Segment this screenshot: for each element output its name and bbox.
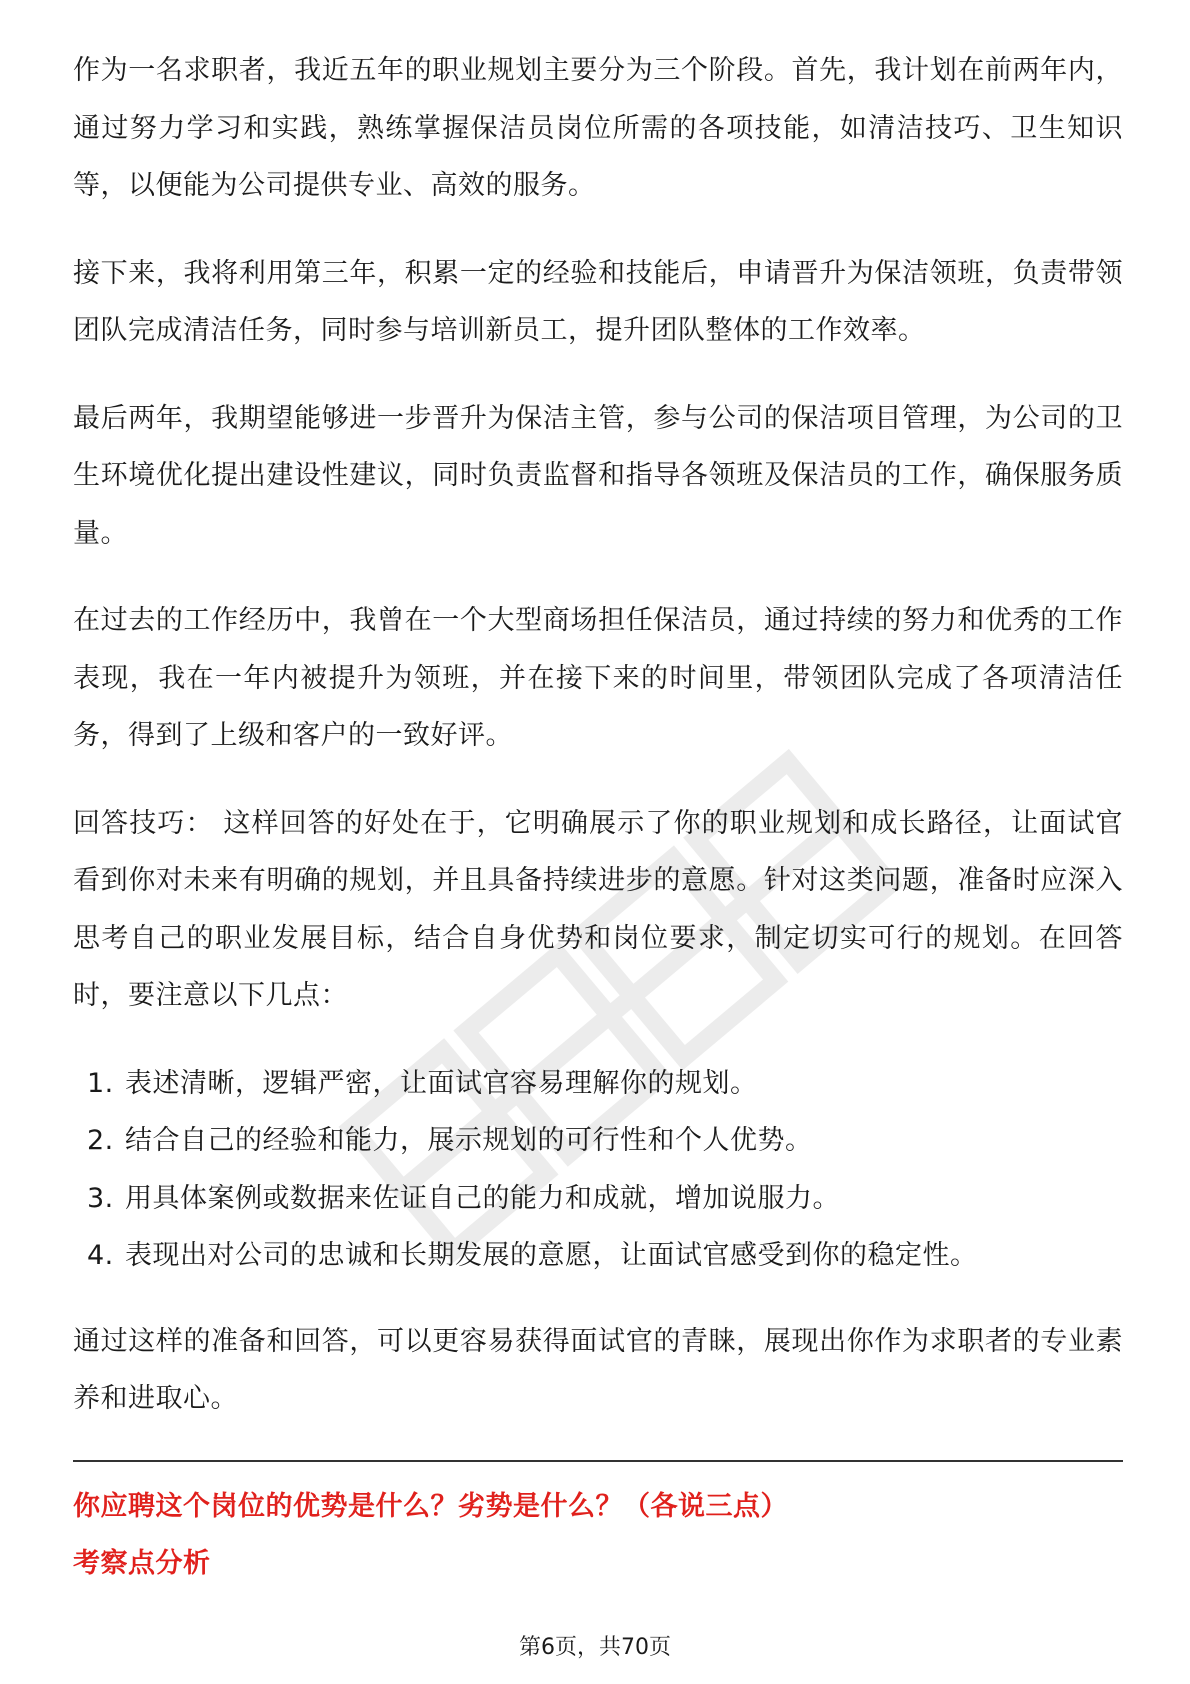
paragraph-stage-three: 最后两年，我期望能够进一步晋升为保洁主管，参与公司的保洁项目管理，为公司的卫生环境优化提出建设性建议，同时负责监督和指导各领班及保洁员的工作，确保服务质量。 [73, 402, 1123, 549]
analysis-heading: 考察点分析 [73, 1548, 211, 1579]
tips-list [73, 1055, 1123, 1285]
paragraph-stage-two: 接下来，我将利用第三年，积累一定的经验和技能后，申请晋升为保洁领班，负责带领团队完成清洁任务，同时参与培训新员工，提升团队整体的工作效率。 [73, 257, 1123, 346]
list-number: 4. [87, 1240, 114, 1271]
next-question-heading: 你应聘这个岗位的优势是什么？劣势是什么？（各说三点） [73, 1490, 788, 1522]
section-divider [73, 1460, 1123, 1462]
list-number: 1. [87, 1067, 114, 1099]
list-text: 表现出对公司的忠诚和长期发展的意愿，让面试官感受到你的稳定性。 [125, 1240, 978, 1271]
list-item [73, 1170, 1123, 1228]
paragraph-closing: 通过这样的准备和回答，可以更容易获得面试官的青睐，展现出你作为求职者的专业素养和进取心。 [73, 1325, 1123, 1414]
list-number: 3. [87, 1182, 114, 1214]
paragraph-answer-tips: 回答技巧： 这样回答的好处在于，它明确展示了你的职业规划和成长路径，让面试官看到你对未来有明确的规划，并且具备持续进步的意愿。针对这类问题，准备时应深入思考自己的职业发展目标，结合自身优势和岗位要求，制定切实可行的规划。在回答时，要注意以下几点： [73, 807, 1123, 1011]
list-number: 2. [87, 1125, 114, 1156]
list-item [73, 1055, 1123, 1113]
list-text: 表述清晰，逻辑严密，让面试官容易理解你的规划。 [125, 1067, 758, 1099]
page-footer: 第6页，共70页 [519, 1635, 671, 1660]
list-text: 用具体案例或数据来佐证自己的能力和成就，增加说服力。 [125, 1182, 840, 1214]
paragraph-career-plan: 作为一名求职者，我近五年的职业规划主要分为三个阶段。首先，我计划在前两年内，通过努力学习和实践，熟练掌握保洁员岗位所需的各项技能，如清洁技巧、卫生知识等，以便能为公司提供专业、高效的服务。 [73, 55, 1123, 201]
list-item [73, 1112, 1123, 1170]
list-item [73, 1227, 1123, 1285]
main-content [73, 42, 1123, 1593]
list-text: 结合自己的经验和能力，展示规划的可行性和个人优势。 [125, 1125, 813, 1156]
paragraph-work-experience: 在过去的工作经历中，我曾在一个大型商场担任保洁员，通过持续的努力和优秀的工作表现，我在一年内被提升为领班，并在接下来的时间里，带领团队完成了各项清洁任务，得到了上级和客户的一致好评。 [73, 605, 1123, 751]
